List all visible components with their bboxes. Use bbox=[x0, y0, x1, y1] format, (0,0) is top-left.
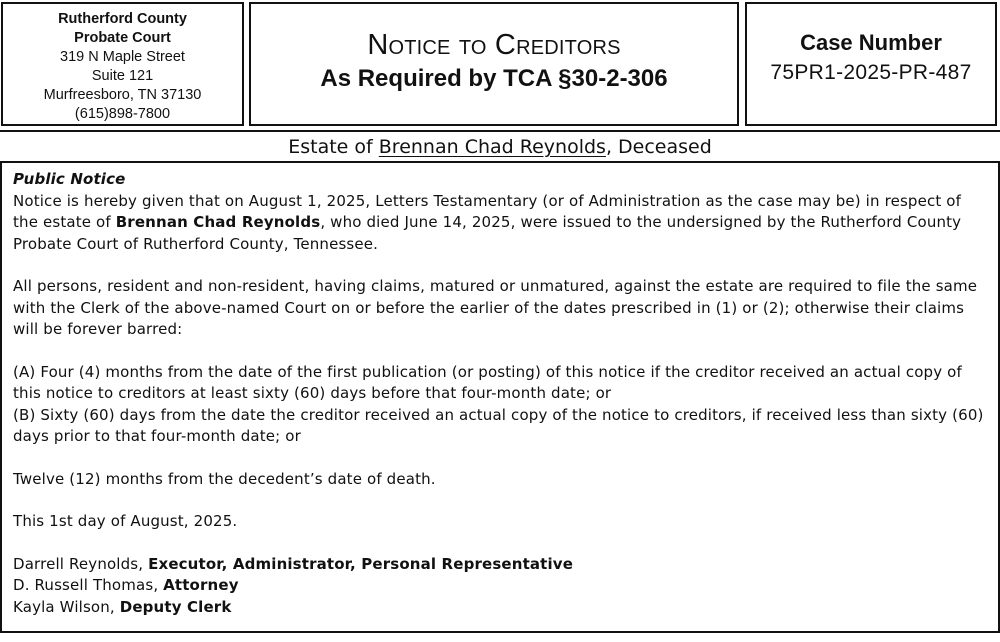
notice-title: Notice to Creditors bbox=[367, 29, 621, 61]
signature-line bbox=[13, 575, 988, 597]
signatory-name: D. Russell Thomas, bbox=[13, 576, 164, 594]
notice-clause-b: (B) Sixty (60) days from the date the creditor received an actual copy of the notice to creditors, if received less than sixty (60) days prior to that four-month date; or bbox=[13, 405, 984, 445]
p1-text-a: Notice is hereby given that on August 1, 2025, Letters Testamentary (or of Administration as the case may be) in respect of the estate of bbox=[13, 191, 962, 231]
signature-line bbox=[13, 554, 988, 576]
estate-heading bbox=[0, 130, 1000, 163]
court-city-state-zip: Murfreesboro, TN 37130 bbox=[43, 87, 202, 103]
signatory-role: Attorney bbox=[163, 576, 239, 594]
notice-paragraph-2: All persons, resident and non-resident, having claims, matured or unmatured, against the estate are required to file the same with the Clerk of the above-named Court on or before the earlier of the dates prescribed in (1) or (2); otherwise their claims will be forever barred: bbox=[13, 277, 978, 338]
case-number-box bbox=[745, 2, 997, 126]
court-address1: 319 N Maple Street bbox=[60, 49, 185, 65]
case-number-label: Case Number bbox=[800, 30, 942, 55]
p1-decedent-name: Brennan Chad Reynolds bbox=[115, 213, 321, 231]
court-name-line2: Probate Court bbox=[74, 30, 171, 46]
court-phone: (615)898-7800 bbox=[74, 106, 171, 122]
notice-dated-line: This 1st day of August, 2025. bbox=[13, 512, 238, 530]
signature-line bbox=[13, 597, 988, 619]
notice-paragraph-1 bbox=[13, 191, 988, 256]
court-address2: Suite 121 bbox=[91, 68, 154, 84]
case-number-value: 75PR1-2025-PR-487 bbox=[770, 61, 972, 84]
public-notice-heading: Public Notice bbox=[13, 170, 126, 188]
signatory-name: Kayla Wilson, bbox=[13, 597, 120, 616]
signatory-role: Executor, Administrator, Personal Representative bbox=[148, 554, 574, 573]
notice-clause-a: (A) Four (4) months from the date of the first publication (or posting) of this notice if the creditor received an actual copy of this notice to creditors at least sixty (60) days before that four-month date; or bbox=[13, 362, 962, 402]
estate-suffix: , Deceased bbox=[605, 136, 712, 158]
estate-prefix: Estate of bbox=[288, 136, 379, 158]
p1-text-b: , who died June 14, 2025, were issued to the undersigned by the Rutherford County Probate Court of Rutherford County, Tennessee. bbox=[13, 213, 962, 253]
notice-paragraph-3: Twelve (12) months from the decedent’s date of death. bbox=[13, 469, 436, 488]
notice-body bbox=[0, 163, 1000, 633]
court-info-box bbox=[1, 2, 244, 126]
notice-subtitle: As Required by TCA §30-2-306 bbox=[320, 65, 668, 92]
notice-title-box bbox=[249, 2, 739, 126]
signatory-name: Darrell Reynolds, bbox=[13, 554, 149, 573]
signatory-role: Deputy Clerk bbox=[119, 597, 232, 616]
estate-decedent-name: Brennan Chad Reynolds bbox=[378, 136, 606, 158]
court-name-line1: Rutherford County bbox=[58, 11, 187, 27]
